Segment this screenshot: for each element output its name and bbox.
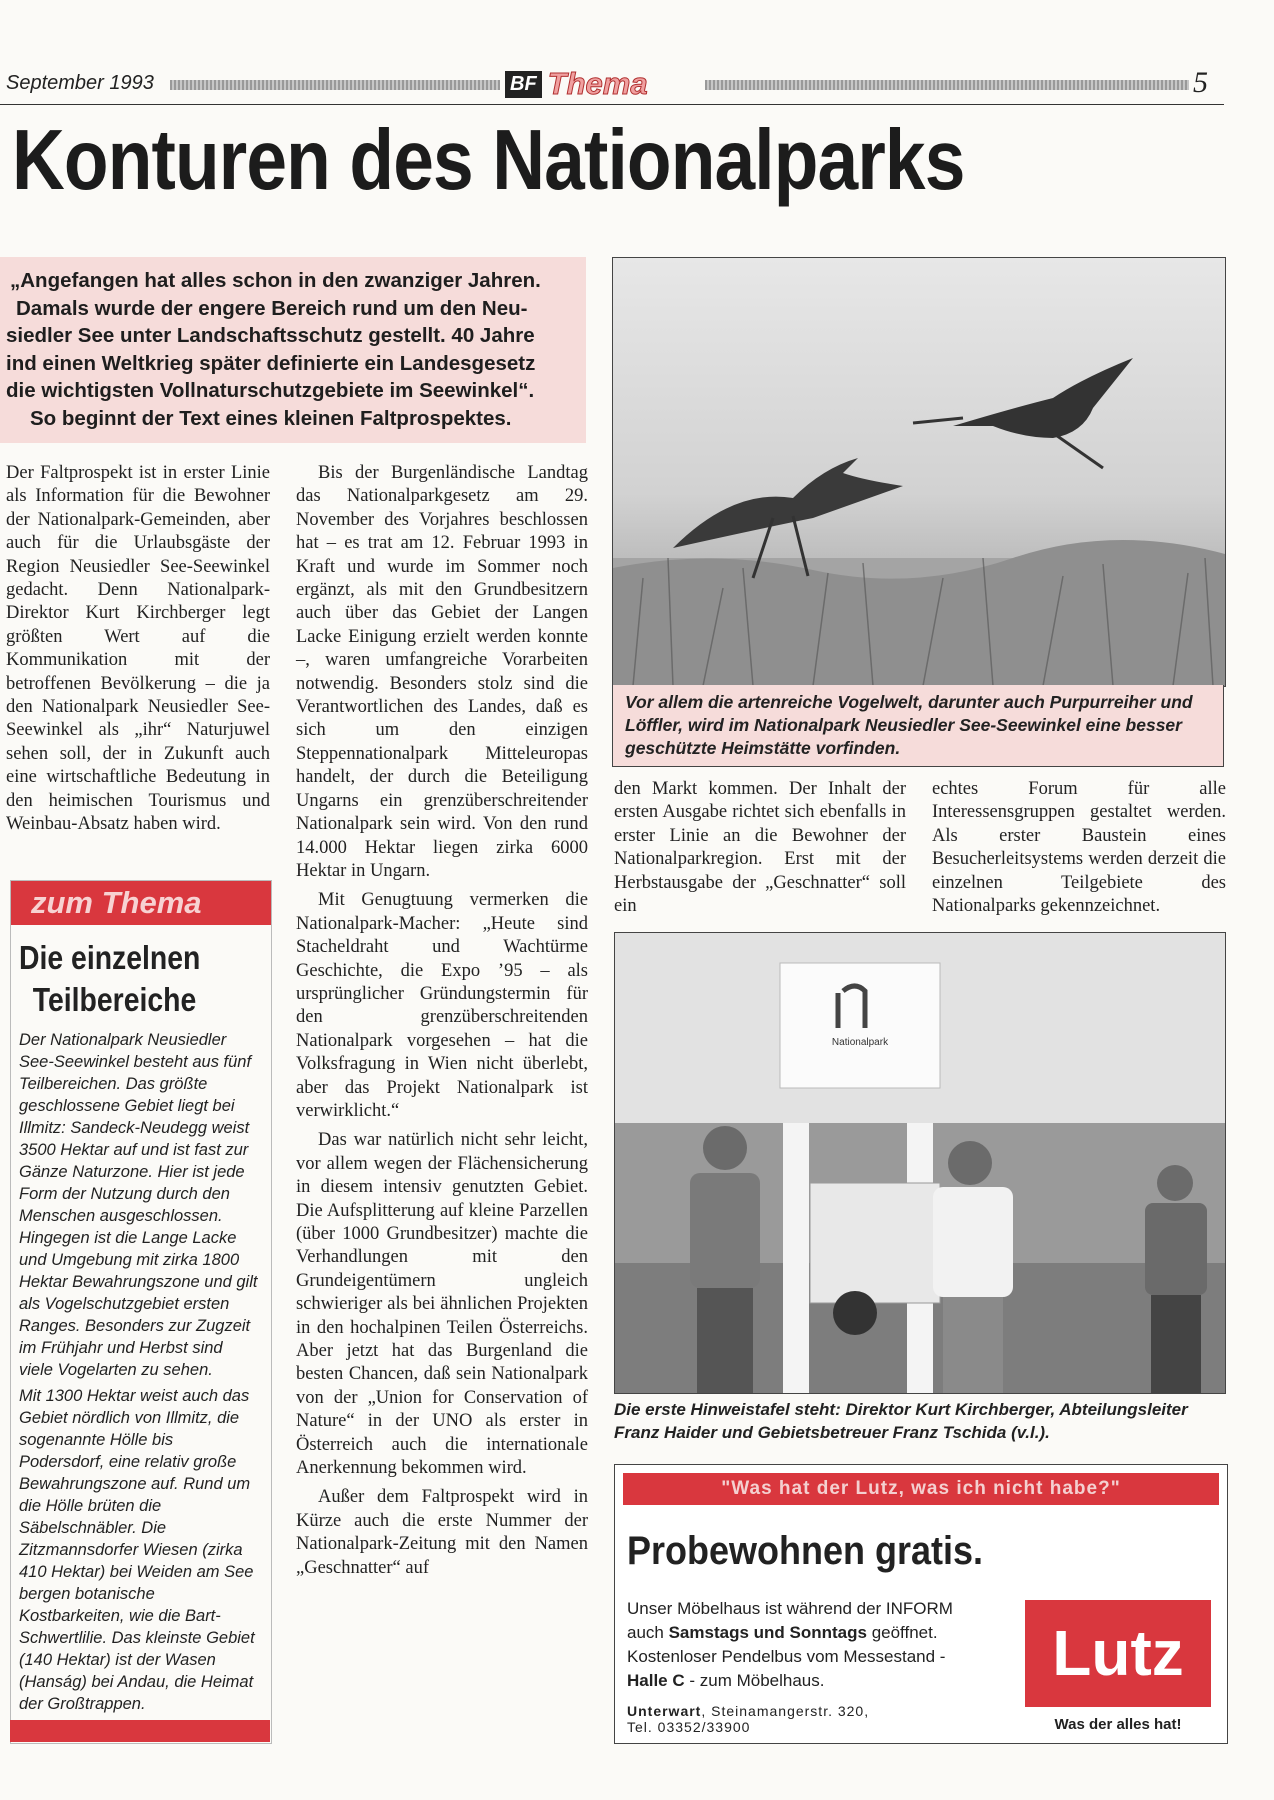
ad-town: Unterwart (627, 1703, 702, 1719)
article-column-3 (614, 778, 906, 918)
headline: Konturen des Nationalparks (12, 113, 965, 208)
issue-date: September 1993 (6, 72, 154, 94)
bird-photo-caption: Vor allem die artenreiche Vogelwelt, darunter auch Purpurreiher und Löffler, wird im Nationalpark Neusiedler See-Seewinkel eine besser geschützte Heimstätte vorfinden. (612, 685, 1224, 767)
article-column-4 (932, 778, 1226, 918)
lead-line: die wichtigsten Vollnaturschutzgebiete im Seewinkel“. (6, 379, 535, 402)
ad-phone: Tel. 03352/33900 (627, 1719, 751, 1735)
sidebar-body (11, 1029, 271, 1715)
column2-paragraph: Bis der Burgenländische Landtag das Nationalparkgesetz am 29. November des Vorjahres beschlossen hat – es trat am 12. Februar 1993 in Kraft und wurde im Sommer noch ergänzt, als mit den Grundbesitzern auch über das Gebiet der Langen Lacke Einigung erzielt werden konnte –, waren umfangreiche Vorarbeiten notwendig. Besonders stolz sind die Verantwortlichen des Landes, daß es sich um den einzigen Steppennationalpark Mitteleuropas handelt, der durch die Beteiligung Ungarns ein grenzüberschreitender Nationalpark sein wird. Von den rund 14.000 Hektar liegen zirka 6000 Hektar in Ungarn. (296, 463, 588, 881)
lead-line: siedler See unter Landschaftsschutz gestellt. 40 Jahre (6, 324, 535, 347)
lead-box (0, 257, 586, 443)
ad-text: geöffnet. (866, 1623, 938, 1642)
sidebar-bottom-bar (10, 1720, 270, 1742)
sign-photo-caption: Die erste Hinweistafel steht: Direktor Kurt Kirchberger, Abteilungsleiter Franz Haider und Gebietsbetreuer Franz Tschida (v.l.). (614, 1400, 1188, 1442)
sidebar-paragraph: Mit 1300 Hektar weist auch das Gebiet nördlich von Illmitz, die sogenannte Hölle bis Podersdorf, eine relativ große Bewahrungszone auf. Rund um die Hölle brüten die Säbelschnäbler. Die Zitzmannsdorfer Wiesen (zirka 410 Hektar) bei Weiden am See bergen botanische Kostbarkeiten, wie die Bart-Schwertlilie. Das kleinste Gebiet (140 Hektar) ist der Wasen (Hanság) bei Andau, die Heimat der Großtrappen. (19, 1387, 255, 1713)
ad-body (627, 1597, 1007, 1693)
ad-slogan: "Was hat der Lutz, was ich nicht habe?" (623, 1473, 1219, 1505)
lead-line: So beginnt der Text eines kleinen Faltprospektes. (30, 406, 512, 430)
ad-address-line (627, 1703, 869, 1719)
ad-body-line (627, 1621, 1007, 1645)
ad-body-line: Kostenloser Pendelbus vom Messestand - (627, 1647, 946, 1666)
article-column-1 (6, 462, 270, 837)
ad-text-bold: Halle C (627, 1671, 685, 1690)
header-rule-right (705, 80, 1189, 90)
column2-paragraph: Außer dem Faltprospekt wird in Kürze auch die erste Nummer der Nationalpark-Zeitung mit den Namen „Geschnatter“ auf (296, 1487, 588, 1578)
header-rule-left (170, 80, 500, 90)
ad-text-bold: Samstags und Sonntags (668, 1623, 867, 1642)
ad-address (627, 1703, 869, 1735)
sidebar-title (19, 937, 236, 1021)
ad-body-line (627, 1669, 1007, 1693)
sidebar-paragraph: Der Nationalpark Neusiedler See-Seewinkel besteht aus fünf Teilbereichen. Das größte geschlossene Gebiet liegt bei Illmitz: Sandeck-Neudegg weist 3500 Hektar auf und ist fast zur Gänze Naturzone. Hier ist jede Form der Nutzung durch den Menschen ausgeschlossen. Hingegen ist die Lange Lacke und Umgebung mit zirka 1800 Hektar Bewahrungszone und gilt als Vogelschutzgebiet ersten Ranges. Besonders zur Zugzeit im Frühjahr und Herbst sind viele Vogelarten zu sehen. (19, 1031, 258, 1379)
lead-line: ind einen Weltkrieg später definierte ein Landesgesetz (6, 351, 536, 375)
column2-paragraph: Das war natürlich nicht sehr leicht, vor allem wegen der Flächensicherung in diesem intensiv genutzten Gebiet. Die Aufsplitterung auf kleine Parzellen (über 1000 Grundbesitzer) machte die Verhandlungen mit den Grundeigentümern ungleich schwieriger als bei ähnlichen Projekten in den hochalpinen Teilen Österreichs. Aber jetzt hat das Burgenland die besten Chancen, daß sein Nationalpark von der „Union for Conservation of Nature“ in der UNO als erster in Österreich auch die internationale Anerkennung bekommen wird. (296, 1130, 588, 1479)
sidebar-title-line: Die einzelnen (19, 939, 201, 976)
column2-paragraph: Mit Genugtuung vermerken die Nationalpark-Macher: „Heute sind Stacheldraht und Wachtürme Geschichte, die Expo ’95 – als ursprünglicher Gründungstermin für den grenzüberschreitenden Nationalpark vorgesehen – hat die Volksfragung in Wien nicht überlebt, aber das Projekt Nationalpark ist verwirklicht.“ (296, 890, 588, 1121)
lead-line: „Angefangen hat alles schon in den zwanziger Jahren. (10, 269, 541, 292)
bird-photo (612, 257, 1226, 687)
sign-photo (614, 932, 1226, 1394)
ad-text: auch (627, 1623, 669, 1642)
logo-thema: Thema (547, 66, 648, 101)
section-logo (505, 66, 648, 102)
ad-street: , Steinamangerstr. 320, (701, 1703, 870, 1719)
sign-photo-image (615, 933, 1225, 1393)
sidebar-title-line: Teilbereiche (32, 981, 197, 1018)
ad-headline: Probewohnen gratis. (627, 1529, 984, 1573)
sidebar-kicker: zum Thema (11, 881, 271, 925)
sidebar-box (10, 880, 272, 1744)
ad-claim: Was der alles hat! (1054, 1716, 1182, 1733)
ad-text: - zum Möbelhaus. (684, 1671, 825, 1690)
logo-bf: BF (505, 71, 542, 98)
ad-body-line: Unser Möbelhaus ist während der INFORM (627, 1599, 953, 1618)
article-column-2 (296, 462, 588, 1580)
page-number: 5 (1193, 66, 1208, 99)
header-underline (0, 104, 1224, 105)
bird-photo-image (613, 258, 1225, 686)
column4-text: echtes Forum für alle Interessensgruppen gestaltet werden. Als erster Baustein eines Besucherleitsystems werden derzeit die einzelnen Teilgebiete des Nationalparks gekennzeichnet. (932, 779, 1226, 917)
column1-text: Der Faltprospekt ist in erster Linie als Information für die Bewohner der Nationalpark-Gemeinden, aber auch für die Urlaubsgäste der Region Neusiedler See-Seewinkel gedacht. Denn Nationalpark-Direktor Kurt Kirchberger legt größten Wert auf die Kommunikation mit der betroffenen Bevölkerung – die ja den Nationalpark Neusiedler See-Seewinkel als „ihr“ Naturjuwel sehen soll, der in Zukunft auch eine wirtschaftliche Bedeutung in den heimischen Tourismus und Weinbau-Absatz haben wird. (6, 463, 270, 835)
sign-label: Nationalpark (831, 1037, 889, 1048)
lutz-logo: Lutz (1025, 1600, 1211, 1707)
lutz-advertisement[interactable] (614, 1464, 1228, 1744)
column3-text: den Markt kommen. Der Inhalt der ersten Ausgabe richtet sich ebenfalls in erster Linie an die Bewohner der Nationalparkregion. Erst mit der Herbstausgabe der „Geschnatter“ soll ein (614, 779, 906, 917)
lead-line: Damals wurde der engere Bereich rund um den Neu- (16, 296, 528, 320)
